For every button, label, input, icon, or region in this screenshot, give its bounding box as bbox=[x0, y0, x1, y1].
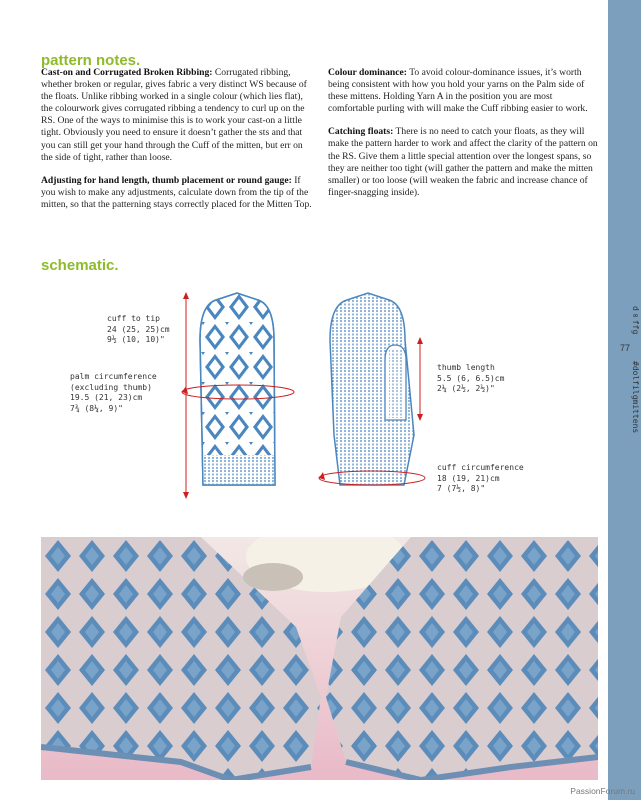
note-catching-floats: Catching floats: There is no need to catch your floats, as they will make the pattern harder to work and affect the clarity of the pattern on the RS. Give them a little special attention over the longest spans, so they are neither too tight (will gather the pattern and make the mitten smaller) or too loose (will weaken the fabric and increase chance of finger-snagging inside). bbox=[328, 126, 598, 198]
page-number: 77 bbox=[619, 343, 630, 353]
schematic-heading: schematic. bbox=[41, 257, 119, 274]
mitten-palm bbox=[330, 293, 414, 485]
note-cast-on: Cast-on and Corrugated Broken Ribbing: Corrugated ribbing, whether broken or regular, gives fabric a very distinct WS because of the floats. Unlike ribbing worked in a single colour (which lies flat), the colourwork gives corrugated ribbing a tendency to curl up on the RS. One of the ways to minimise this is to work your cast-on a little tight. Obviously you need to ensure it doesn’t gather the sts and that you can still get your hand through the Cuff of the mitten, but err on the side of tight, rather than loose. bbox=[41, 67, 307, 163]
thumb-length-label: thumb length 5.5 (6, 6.5)cm 2¼ (2½, 2½)" bbox=[437, 363, 505, 393]
note-adjusting: Adjusting for hand length, thumb placement or round gauge: If you wish to make any adjustments, calculate down from the tip of the mitten, so that the patterning stays correctly placed for the Mitten Top. bbox=[41, 174, 312, 210]
sidebar-hashtag: #dolfilgmittens bbox=[631, 361, 640, 434]
cuff-circumference-label: cuff circumference 18 (19, 21)cm 7 (7½, 8)" bbox=[437, 463, 524, 493]
mittens-photo bbox=[41, 537, 598, 780]
cuff-to-tip-label: cuff to tip 24 (25, 25)cm 9½ (10, 10)" bbox=[107, 314, 170, 344]
palm-circumference-label: palm circumference (excluding thumb) 19.5 (21, 23)cm 7¾ (8¼, 9)" bbox=[70, 372, 157, 413]
note-colour-dominance: Colour dominance: To avoid colour-dominance issues, it’s worth being consistent with how you hold your yarns on the Palm side of these mittens. Holding Yarn A in the position you are most comfortable purling with will make the Cuff ribbing easier to work. bbox=[328, 67, 588, 115]
mitten-back bbox=[198, 293, 278, 487]
thumb-length-arrow bbox=[417, 337, 423, 421]
notes-heading: pattern notes. bbox=[41, 52, 141, 69]
footer-watermark: PassionForum.ru bbox=[570, 786, 635, 796]
sidebar-top-text: d∞ffg bbox=[631, 305, 640, 335]
